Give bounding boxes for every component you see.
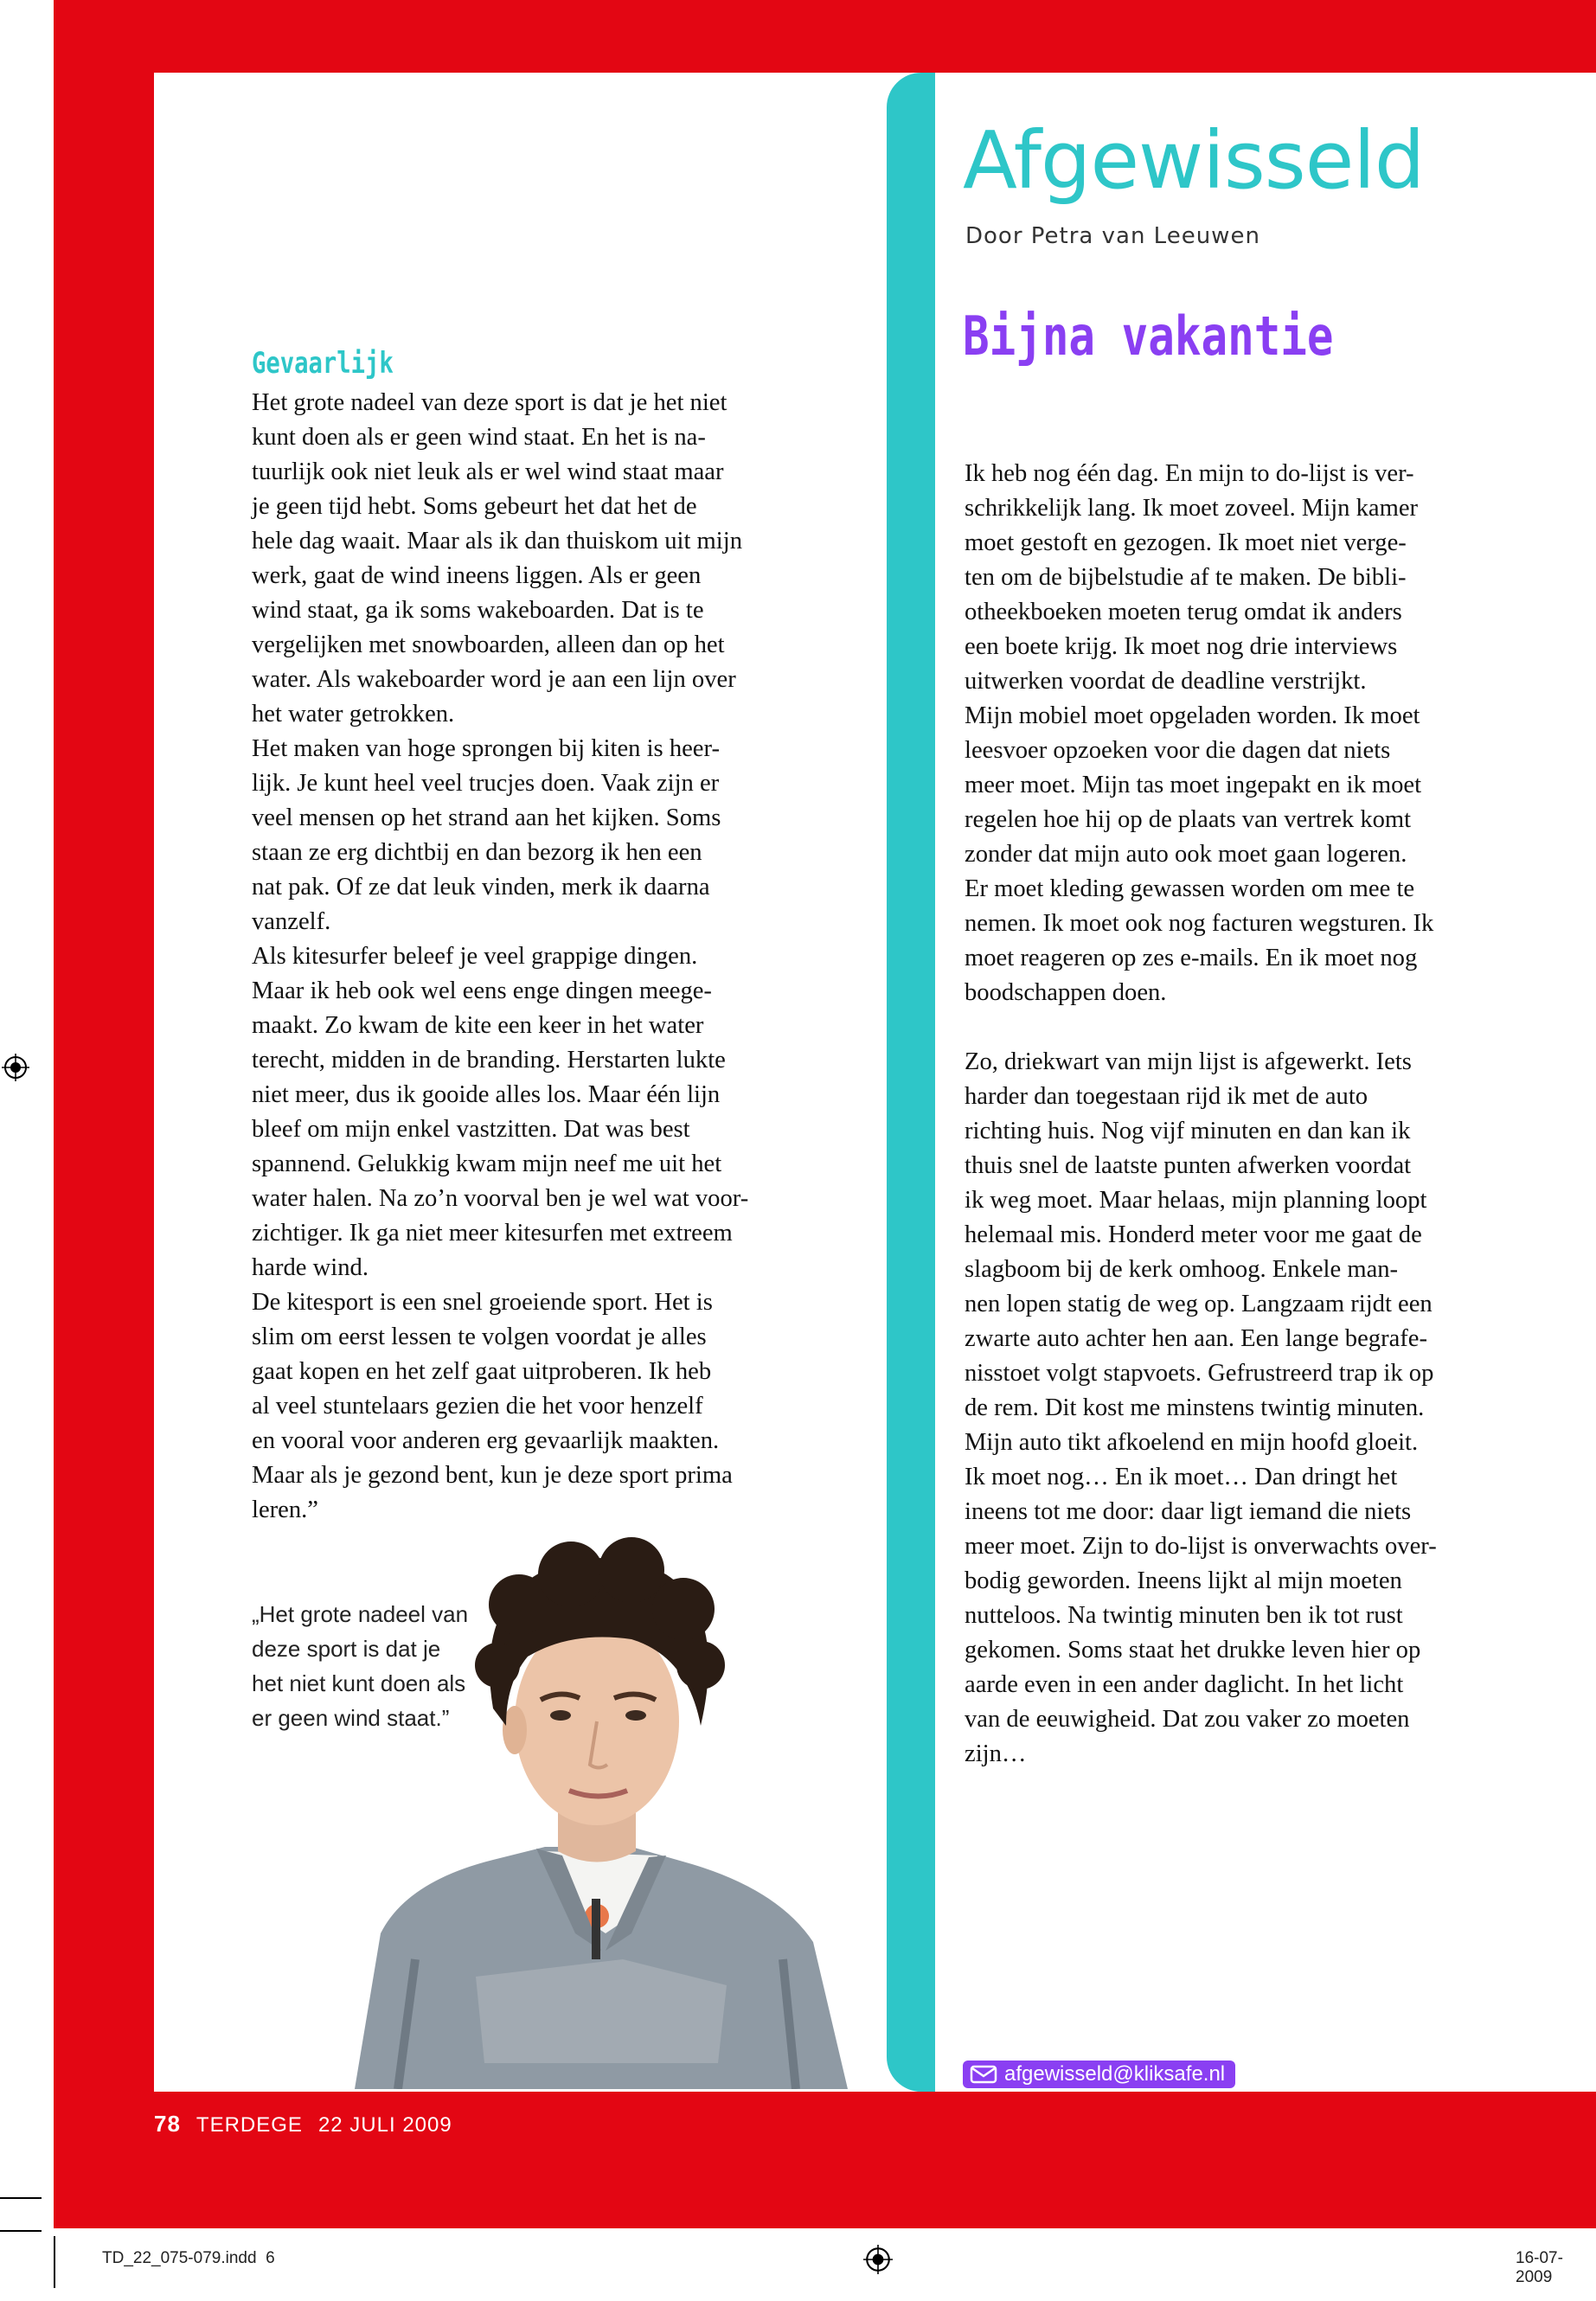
text-line: Ik heb nog één dag. En mijn to do-lijst is ver-: [965, 460, 1414, 487]
text-line: staan ze erg dichtbij en dan bezorg ik hen een: [252, 839, 702, 866]
right-heading: Bijna vakantie: [963, 304, 1334, 368]
paragraph-gap: [965, 1010, 1518, 1045]
text-line: al veel stuntelaars gezien die het voor henzelf: [252, 1393, 703, 1420]
text-line: moet gestoft en gezogen. Ik moet niet verge-: [965, 529, 1407, 556]
text-line: nen lopen statig de weg op. Langzaam rijdt een: [965, 1291, 1433, 1317]
slug-page: 6: [266, 2249, 275, 2267]
registration-mark-icon: [2, 1054, 29, 1081]
text-line: veel mensen op het strand aan het kijken. Soms: [252, 804, 721, 831]
text-line: gaat kopen en het zelf gaat uitproberen. Ik heb: [252, 1358, 712, 1385]
text-line: water. Als wakeboarder word je aan een lijn over: [252, 666, 736, 693]
text-line: hele dag waait. Maar als ik dan thuiskom uit mijn: [252, 528, 742, 554]
text-line: nisstoet volgt stapvoets. Gefrustreerd trap ik op: [965, 1360, 1434, 1387]
text-line: het water getrokken.: [252, 701, 455, 727]
text-line: terecht, midden in de branding. Herstarten lukte: [252, 1047, 726, 1074]
text-line: bleef om mijn enkel vastzitten. Dat was best: [252, 1116, 690, 1143]
text-line: richting huis. Nog vijf minuten en dan kan ik: [965, 1118, 1411, 1144]
text-line: nemen. Ik moet ook nog facturen wegsturen. Ik: [965, 910, 1434, 937]
slug-file-info: [102, 2249, 275, 2268]
right-body-text: [965, 457, 1518, 1772]
crop-mark: [0, 2230, 42, 2232]
text-line: er geen wind staat.”: [252, 1705, 450, 1731]
text-line: Het maken van hoge sprongen bij kiten is heer-: [252, 735, 720, 762]
text-line: Maar als je gezond bent, kun je deze sport prima: [252, 1462, 733, 1489]
text-line: schrikkelijk lang. Ik moet zoveel. Mijn kamer: [965, 495, 1419, 522]
registration-mark-icon: [863, 2245, 893, 2274]
text-line: van de eeuwigheid. Dat zou vaker zo moeten: [965, 1706, 1410, 1733]
text-line: het niet kunt doen als: [252, 1670, 466, 1696]
email-address[interactable]: afgewisseld@kliksafe.nl: [1004, 2062, 1226, 2086]
text-line: leren.”: [252, 1497, 318, 1523]
text-line: Mijn auto tikt afkoelend en mijn hoofd gloeit.: [965, 1429, 1419, 1456]
text-line: maakt. Zo kwam de kite een keer in het water: [252, 1012, 704, 1039]
text-line: kunt doen als er geen wind staat. En het is na-: [252, 424, 706, 451]
text-line: werk, gaat de wind ineens liggen. Als er geen: [252, 562, 702, 589]
text-line: lijk. Je kunt heel veel trucjes doen. Vaak zijn er: [252, 770, 720, 797]
text-line: Als kitesurfer beleef je veel grappige dingen.: [252, 943, 698, 970]
text-line: otheekboeken moeten terug omdat ik anders: [965, 599, 1402, 625]
text-line: meer moet. Zijn to do-lijst is onverwachts over-: [965, 1533, 1437, 1560]
text-line: meer moet. Mijn tas moet ingepakt en ik moet: [965, 772, 1422, 798]
text-line: ik weg moet. Maar helaas, mijn planning loopt: [965, 1187, 1427, 1214]
text-line: zichtiger. Ik ga niet meer kitesurfen met extreem: [252, 1220, 733, 1247]
page-number: 78: [154, 2111, 181, 2137]
magazine-name: TERDEGE: [195, 2113, 303, 2137]
text-line: zonder dat mijn auto ook moet gaan logeren.: [965, 841, 1407, 868]
slug-date: 16-07-2009: [1516, 2249, 1563, 2286]
text-line: Zo, driekwart van mijn lijst is afgewerkt. Iets: [965, 1048, 1412, 1075]
article-byline: Door Petra van Leeuwen: [965, 223, 1260, 249]
text-line: niet meer, dus ik gooide alles los. Maar één lijn: [252, 1081, 721, 1108]
left-body-text: [252, 386, 840, 1528]
text-line: slim om eerst lessen te volgen voordat je alles: [252, 1324, 707, 1350]
text-line: moet reageren op zes e-mails. En ik moet nog: [965, 945, 1418, 971]
text-line: vanzelf.: [252, 908, 331, 935]
crop-mark: [0, 2197, 42, 2199]
text-line: vergelijken met snowboarden, alleen dan op het: [252, 631, 725, 658]
text-line: de rem. Dit kost me minstens twintig minuten.: [965, 1394, 1425, 1421]
text-line: helemaal mis. Honderd meter voor me gaat de: [965, 1221, 1422, 1248]
text-line: harde wind.: [252, 1254, 369, 1281]
text-line: zijn…: [965, 1740, 1027, 1767]
red-frame-top: [54, 0, 1596, 73]
text-line: nutteloos. Na twintig minuten ben ik tot rust: [965, 1602, 1403, 1629]
text-line: boodschappen doen.: [965, 979, 1167, 1006]
text-line: thuis snel de laatste punten afwerken voordat: [965, 1152, 1412, 1179]
article-title: Afgewisseld: [963, 114, 1425, 207]
text-line: slagboom bij de kerk omhoog. Enkele man-: [965, 1256, 1399, 1283]
text-line: spannend. Gelukkig kwam mijn neef me uit het: [252, 1150, 722, 1177]
teal-divider-bar: [887, 73, 935, 2092]
text-line: en vooral voor anderen erg gevaarlijk maakten.: [252, 1427, 720, 1454]
text-line: aarde even in een ander daglicht. In het licht: [965, 1671, 1404, 1698]
portrait-photo: [346, 1527, 865, 2089]
text-line: water halen. Na zo’n voorval ben je wel wat voor-: [252, 1185, 749, 1212]
text-line: wind staat, ga ik soms wakeboarden. Dat is te: [252, 597, 704, 624]
text-line: regelen hoe hij op de plaats van vertrek komt: [965, 806, 1412, 833]
text-line: tuurlijk ook niet leuk als er wel wind staat maar: [252, 458, 724, 485]
text-line: Mijn mobiel moet opgeladen worden. Ik moet: [965, 702, 1420, 729]
crop-mark: [54, 2236, 55, 2288]
page-footer: [154, 2111, 452, 2138]
text-line: je geen tijd hebt. Soms gebeurt het dat het de: [252, 493, 697, 520]
slug-filename: TD_22_075-079.indd: [102, 2249, 257, 2267]
text-line: gekomen. Soms staat het drukke leven hier op: [965, 1637, 1421, 1663]
text-line: Maar ik heb ook wel eens enge dingen meege-: [252, 977, 712, 1004]
text-line: leesvoer opzoeken voor die dagen dat niets: [965, 737, 1391, 764]
text-line: zwarte auto achter hen aan. Een lange begrafe-: [965, 1325, 1428, 1352]
email-badge[interactable]: [963, 2061, 1235, 2088]
text-line: harder dan toegestaan rijd ik met de auto: [965, 1083, 1368, 1110]
text-line: deze sport is dat je: [252, 1636, 441, 1662]
text-line: Er moet kleding gewassen worden om mee te: [965, 875, 1415, 902]
text-line: nat pak. Of ze dat leuk vinden, merk ik daarna: [252, 874, 710, 901]
left-heading: Gevaarlijk: [252, 346, 394, 381]
text-line: De kitesport is een snel groeiende sport. Het is: [252, 1289, 713, 1316]
text-line: bodig geworden. Ineens lijkt al mijn moeten: [965, 1567, 1402, 1594]
text-line: uitwerken voordat de deadline verstrijkt.: [965, 668, 1367, 695]
envelope-icon: [970, 2065, 997, 2084]
issue-date: 22 JULI 2009: [317, 2113, 452, 2137]
text-line: ineens tot me door: daar ligt iemand die niets: [965, 1498, 1412, 1525]
text-line: Ik moet nog… En ik moet… Dan dringt het: [965, 1464, 1398, 1490]
text-line: ten om de bijbelstudie af te maken. De bibli-: [965, 564, 1407, 591]
text-line: Het grote nadeel van deze sport is dat je het niet: [252, 389, 727, 416]
text-line: „Het grote nadeel van: [252, 1601, 469, 1627]
red-frame-left: [54, 0, 154, 2228]
text-line: een boete krijg. Ik moet nog drie interviews: [965, 633, 1398, 660]
